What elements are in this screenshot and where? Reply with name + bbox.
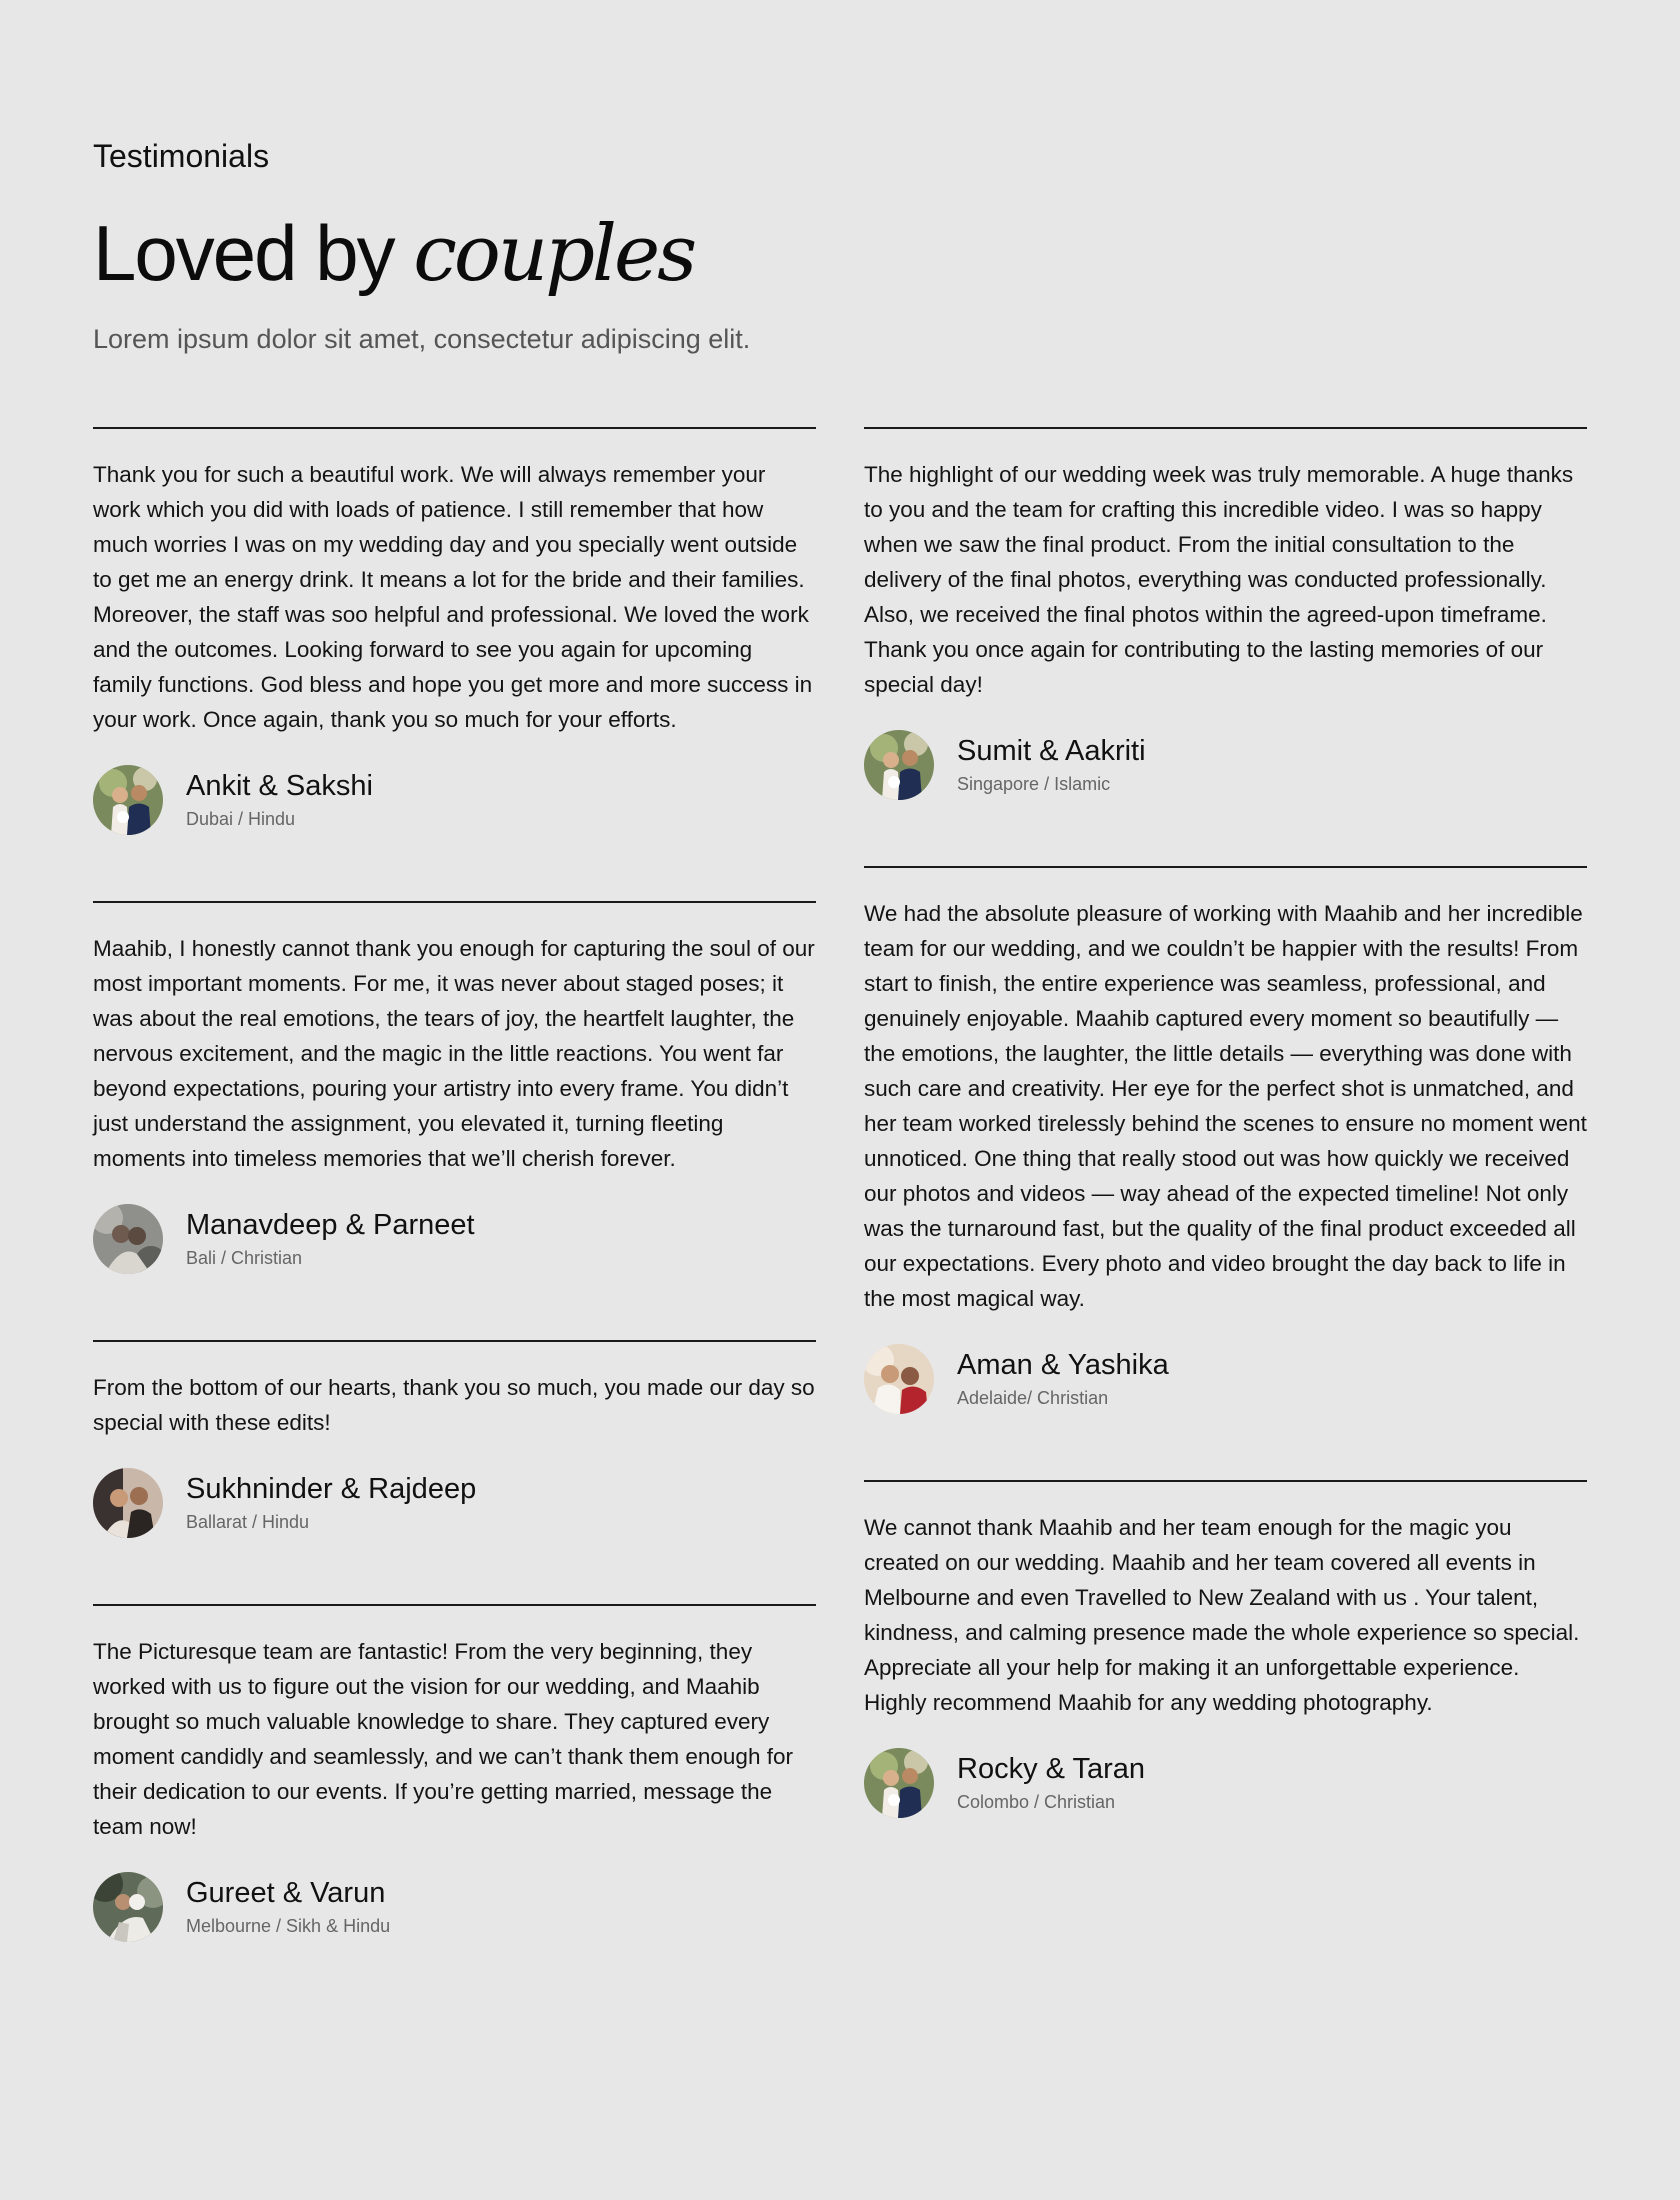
couple-location: Bali / Christian	[186, 1248, 303, 1268]
couple-name: Sukhninder & Rajdeep	[186, 1473, 477, 1505]
couple-location: Adelaide/ Christian	[957, 1388, 1109, 1408]
testimonial-card	[864, 427, 1587, 800]
testimonial-card	[93, 1604, 816, 1942]
couple-name: Rocky & Taran	[957, 1753, 1146, 1785]
couple-name: Manavdeep & Parneet	[186, 1209, 475, 1241]
page-subtitle: Lorem ipsum dolor sit amet, consectetur adipiscing elit.	[93, 324, 751, 354]
author-info	[186, 1875, 390, 1939]
couple-location: Colombo / Christian	[957, 1792, 1116, 1812]
couple-photo-icon	[93, 1204, 163, 1274]
testimonial-card	[93, 427, 816, 835]
author-info	[957, 1751, 1145, 1815]
testimonial-quote: We had the absolute pleasure of working with Maahib and her incredible team for our wedding, and we couldn’t be happier with the results! From start to finish, the entire experience was seamless, professional, and genuinely enjoyable. Maahib captured every moment so beautifully — the emotions, the laughter, the little details — everything was done with such care and creativity. Her eye for the perfect shot is unmatched, and her team worked tirelessly behind the scenes to ensure no moment went unnoticed. One thing that really stood out was how quickly we received our photos and videos — way ahead of the expected timeline! Not only was the turnaround fast, but the quality of the final product exceeded all our expectations. Every photo and video brought the day back to life in the most magical way.	[864, 901, 1587, 1311]
couple-location: Singapore / Islamic	[957, 774, 1111, 794]
couple-photo-icon	[93, 765, 163, 835]
author-info	[957, 1347, 1169, 1411]
couple-name: Sumit & Aakriti	[957, 735, 1146, 767]
testimonial-quote: The highlight of our wedding week was truly memorable. A huge thanks to you and the team for crafting this incredible video. I was so happy when we saw the final product. From the initial consultation to the delivery of the final photos, everything was conducted professionally. Also, we received the final photos within the agreed-upon timeframe. Thank you once again for contributing to the lasting memories of our special day!	[864, 462, 1574, 697]
author-info	[186, 1471, 476, 1535]
title-accent: couples	[413, 209, 695, 299]
testimonial-grid	[93, 427, 1587, 1942]
author-info	[957, 733, 1146, 797]
testimonial-quote: The Picturesque team are fantastic! From the very beginning, they worked with us to figure out the vision for our wedding, and Maahib brought so much valuable knowledge to share. They captured every moment candidly and seamlessly, and we can’t thank them enough for their dedication to our events. If you’re getting married, message the team now!	[93, 1639, 793, 1839]
couple-location: Dubai / Hindu	[186, 809, 296, 829]
couple-photo-icon	[864, 1344, 934, 1414]
testimonial-card	[93, 901, 816, 1274]
right-column	[864, 427, 1587, 1942]
left-column	[93, 427, 816, 1942]
testimonial-quote: We cannot thank Maahib and her team enough for the magic you created on our wedding. Maahib and her team covered all events in Melbourne and even Travelled to New Zealand with us . Your talent, kindness, and calming presence made the whole experience so special. Appreciate all your help for making it an unforgettable experience. Highly recommend Maahib for any wedding photography.	[864, 1515, 1580, 1715]
testimonial-author	[93, 1468, 816, 1538]
testimonial-author	[864, 730, 1587, 800]
testimonial-quote: Thank you for such a beautiful work. We will always remember your work which you did with loads of patience. I still remember that how much worries I was on my wedding day and you specially went outside to get me an energy drink. It means a lot for the bride and their families. Moreover, the staff was soo helpful and professional. We loved the work and the outcomes. Looking forward to see you again for upcoming family functions. God bless and hope you get more and more success in your work. Once again, thank you so much for your efforts.	[93, 462, 813, 732]
testimonial-author	[93, 1872, 816, 1942]
couple-name: Aman & Yashika	[957, 1349, 1169, 1381]
couple-name: Gureet & Varun	[186, 1877, 386, 1909]
section-eyebrow: Testimonials	[93, 138, 270, 174]
testimonial-card	[93, 1340, 816, 1538]
author-info	[186, 1207, 475, 1271]
couple-location: Ballarat / Hindu	[186, 1512, 310, 1532]
testimonial-card	[864, 866, 1587, 1414]
testimonial-quote: Maahib, I honestly cannot thank you enough for capturing the soul of our most important moments. For me, it was never about staged poses; it was about the real emotions, the tears of joy, the heartfelt laughter, the nervous excitement, and the magic in the little reactions. You went far beyond expectations, pouring your artistry into every frame. You didn’t just understand the assignment, you elevated it, turning fleeting moments into timeless memories that we’ll cherish forever.	[93, 936, 815, 1171]
testimonials-section	[93, 132, 1587, 1936]
title-main: Loved by	[93, 209, 414, 297]
author-info	[186, 768, 373, 832]
couple-photo-icon	[93, 1468, 163, 1538]
testimonial-quote: From the bottom of our hearts, thank you so much, you made our day so special with these edits!	[93, 1375, 815, 1435]
couple-photo-icon	[864, 1748, 934, 1818]
testimonial-author	[93, 1204, 816, 1274]
testimonial-author	[864, 1344, 1587, 1414]
couple-location: Melbourne / Sikh & Hindu	[186, 1916, 391, 1936]
testimonial-author	[93, 765, 816, 835]
couple-name: Ankit & Sakshi	[186, 770, 373, 802]
testimonial-author	[864, 1748, 1587, 1818]
page-title	[93, 204, 1587, 303]
couple-photo-icon	[93, 1872, 163, 1942]
testimonial-card	[864, 1480, 1587, 1818]
couple-photo-icon	[864, 730, 934, 800]
